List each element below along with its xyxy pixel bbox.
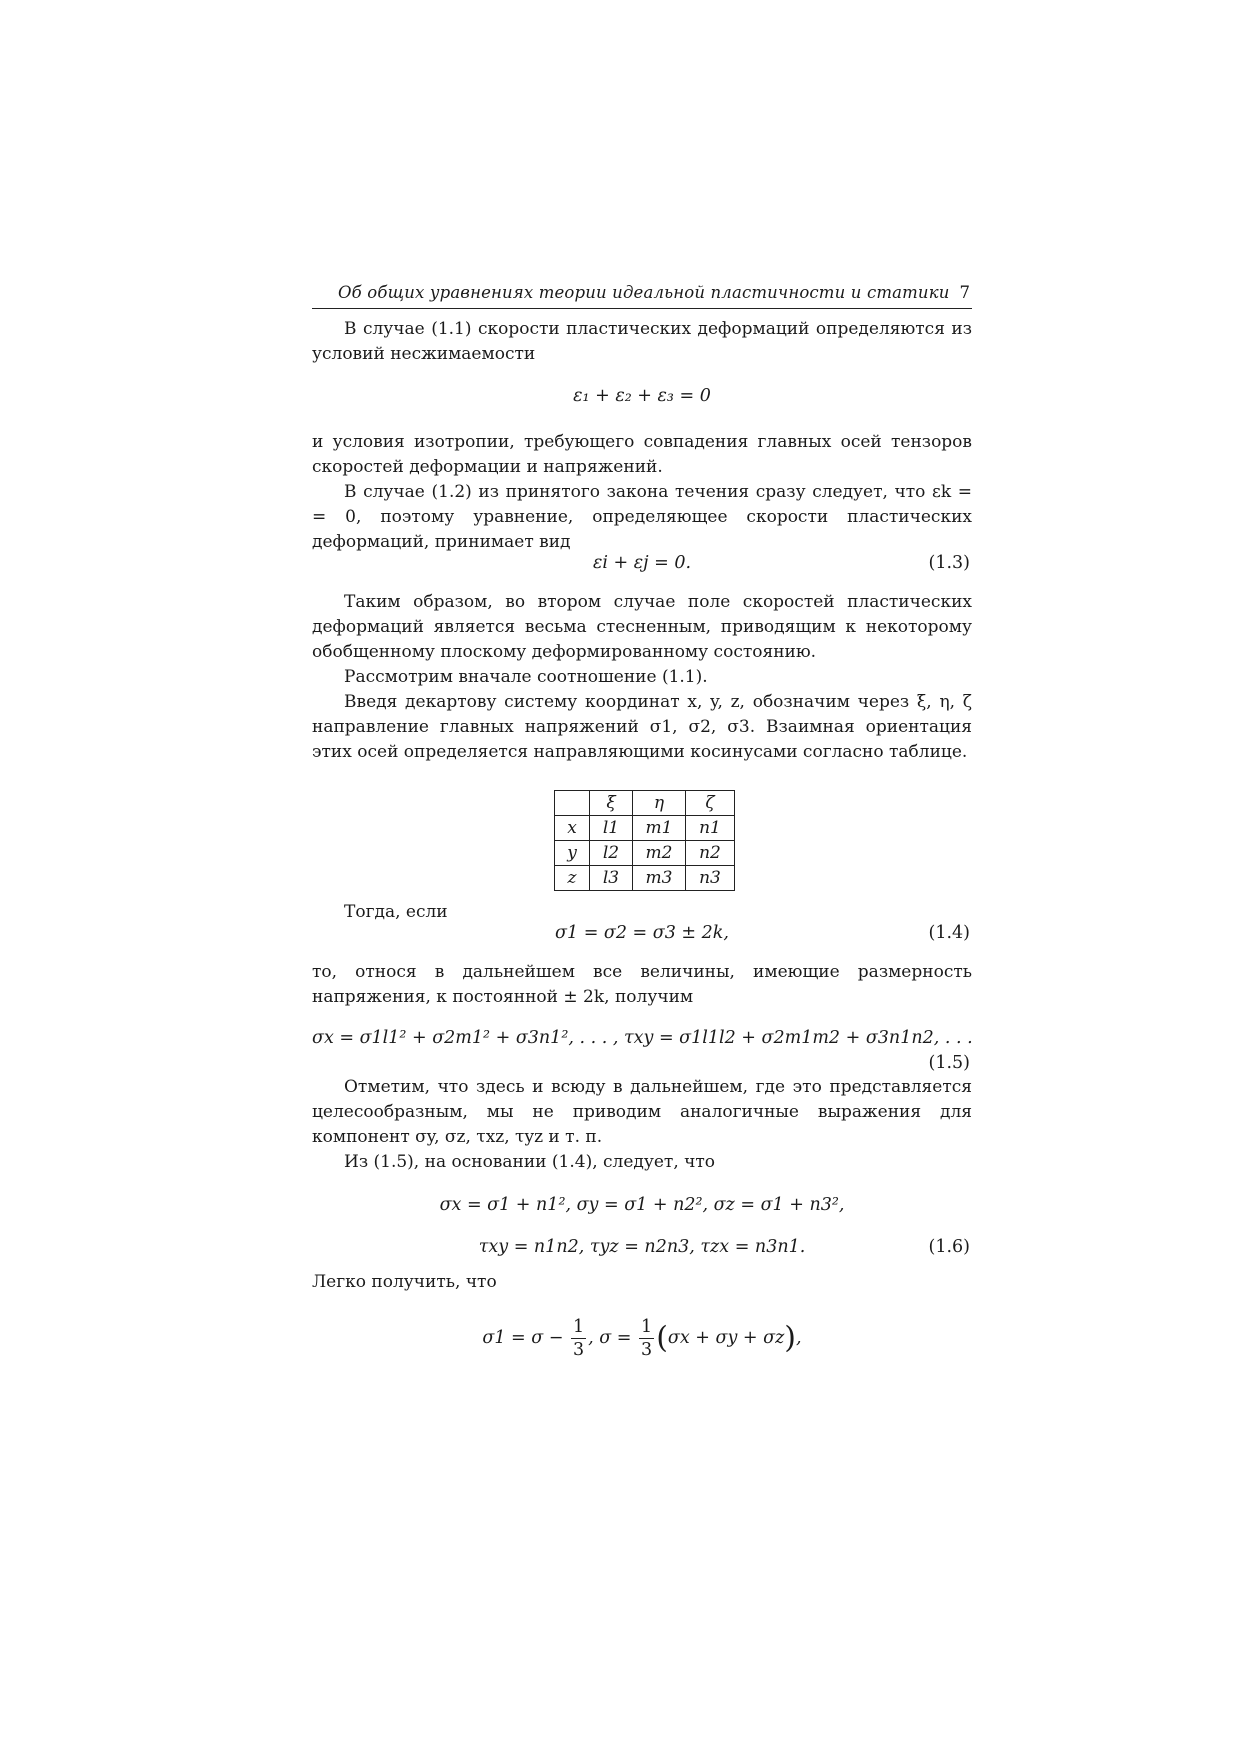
equation-body: σ1 = σ2 = σ3 ± 2k, — [555, 923, 729, 943]
equation-1-5 — [312, 1028, 972, 1078]
equation-inner: σx + σy + σz — [667, 1328, 785, 1348]
equation-body: σx = σ1l1² + σ2m1² + σ3n1², . . . , τxy = σ1l1l2 + σ2m1m2 + σ3n1n2, . . . — [312, 1028, 973, 1048]
equation-incompressibility — [312, 386, 972, 414]
right-paren: ) — [784, 1320, 797, 1356]
table-row — [555, 841, 735, 866]
fraction-numerator: 1 — [573, 1317, 585, 1337]
paragraph-7: Тогда, если — [344, 902, 448, 922]
paragraph-8: то, относя в дальнейшем все величины, имеющие размерность напряжения, к постоянной ± 2k, получим — [312, 962, 972, 1007]
left-paren: ( — [656, 1320, 668, 1356]
table-row — [555, 816, 735, 841]
table-cell: l3 — [590, 866, 633, 891]
equation-number: (1.4) — [928, 923, 970, 943]
equation-number: (1.6) — [928, 1237, 970, 1257]
equation-body: ε₁ + ε₂ + ε₃ = 0 — [573, 386, 711, 406]
equation-1-4 — [312, 923, 972, 951]
table-cell: m2 — [633, 841, 686, 866]
equation-left: σ1 = σ − — [482, 1328, 564, 1348]
fraction-denominator: 3 — [641, 1340, 653, 1360]
equation-body: σx = σ1 + n1², σy = σ1 + n2², σz = σ1 + n3², — [439, 1195, 845, 1215]
table-cell: m1 — [633, 816, 686, 841]
equation-1-3 — [312, 553, 972, 581]
equation-body: εi + εj = 0. — [592, 553, 692, 573]
equation-body: τxy = n1n2, τyz = n2n3, τzx = n3n1. — [478, 1237, 806, 1257]
fraction-denominator: 3 — [573, 1340, 585, 1360]
table-cell: η — [633, 791, 686, 816]
table-cell: ξ — [590, 791, 633, 816]
running-head — [312, 281, 972, 309]
table-header-row — [555, 791, 735, 816]
table-row — [555, 866, 735, 891]
fraction-numerator: 1 — [641, 1317, 653, 1337]
fraction — [571, 1316, 586, 1361]
fraction — [639, 1316, 654, 1361]
paragraph-2: и условия изотропии, требующего совпадения главных осей тензоров скоростей деформации и напряжений. — [312, 432, 972, 477]
equation-number: (1.3) — [928, 553, 970, 573]
table-cell: n3 — [686, 866, 735, 891]
equation-1-6-line-1 — [312, 1195, 972, 1223]
paragraph-5: Рассмотрим вначале соотношение (1.1). — [344, 667, 708, 687]
table-cell: z — [555, 866, 590, 891]
table-cell: n2 — [686, 841, 735, 866]
equation-final — [312, 1310, 972, 1366]
table-cell: x — [555, 816, 590, 841]
equation-tail: , — [796, 1328, 802, 1348]
table-cell: n1 — [686, 816, 735, 841]
paragraph-1: В случае (1.1) скорости пластических деформаций определяются из условий несжимаемости — [312, 319, 972, 364]
direction-cosines-table — [554, 790, 735, 891]
paragraph-3: В случае (1.2) из принятого закона течения сразу следует, что εk = = 0, поэтому уравнение, определяющее скорости пластических деформаций, принимает вид — [312, 482, 972, 552]
equation-body — [312, 1310, 972, 1367]
running-head-title: Об общих уравнениях теории идеальной пластичности и статики — [338, 283, 950, 302]
paragraph-9: Отметим, что здесь и всюду в дальнейшем, где это представляется целесообразным, мы не приводим аналогичные выражения для компонент σy, σz, τxz, τyz и т. п. — [312, 1077, 972, 1147]
paragraph-11: Легко получить, что — [312, 1272, 497, 1292]
equation-mid: , σ = — [588, 1328, 632, 1348]
paragraph-6: Введя декартову систему координат x, y, z, обозначим через ξ, η, ζ направление главных напряжений σ1, σ2, σ3. Взаимная ориентация этих осей определяется направляющими косинусами согласно таблице. — [312, 692, 972, 762]
table-cell: ζ — [686, 791, 735, 816]
equation-1-6-line-2 — [312, 1237, 972, 1265]
equation-number: (1.5) — [928, 1053, 970, 1073]
paragraph-4: Таким образом, во втором случае поле скоростей пластических деформаций является весьма стесненным, приводящим к некоторому обобщенному плоскому деформированному состоянию. — [312, 592, 972, 662]
table-cell: m3 — [633, 866, 686, 891]
table-cell: y — [555, 841, 590, 866]
page-number: 7 — [959, 283, 970, 302]
table-cell: l1 — [590, 816, 633, 841]
table-cell: l2 — [590, 841, 633, 866]
paragraph-10: Из (1.5), на основании (1.4), следует, что — [344, 1152, 716, 1172]
table-cell — [555, 791, 590, 816]
